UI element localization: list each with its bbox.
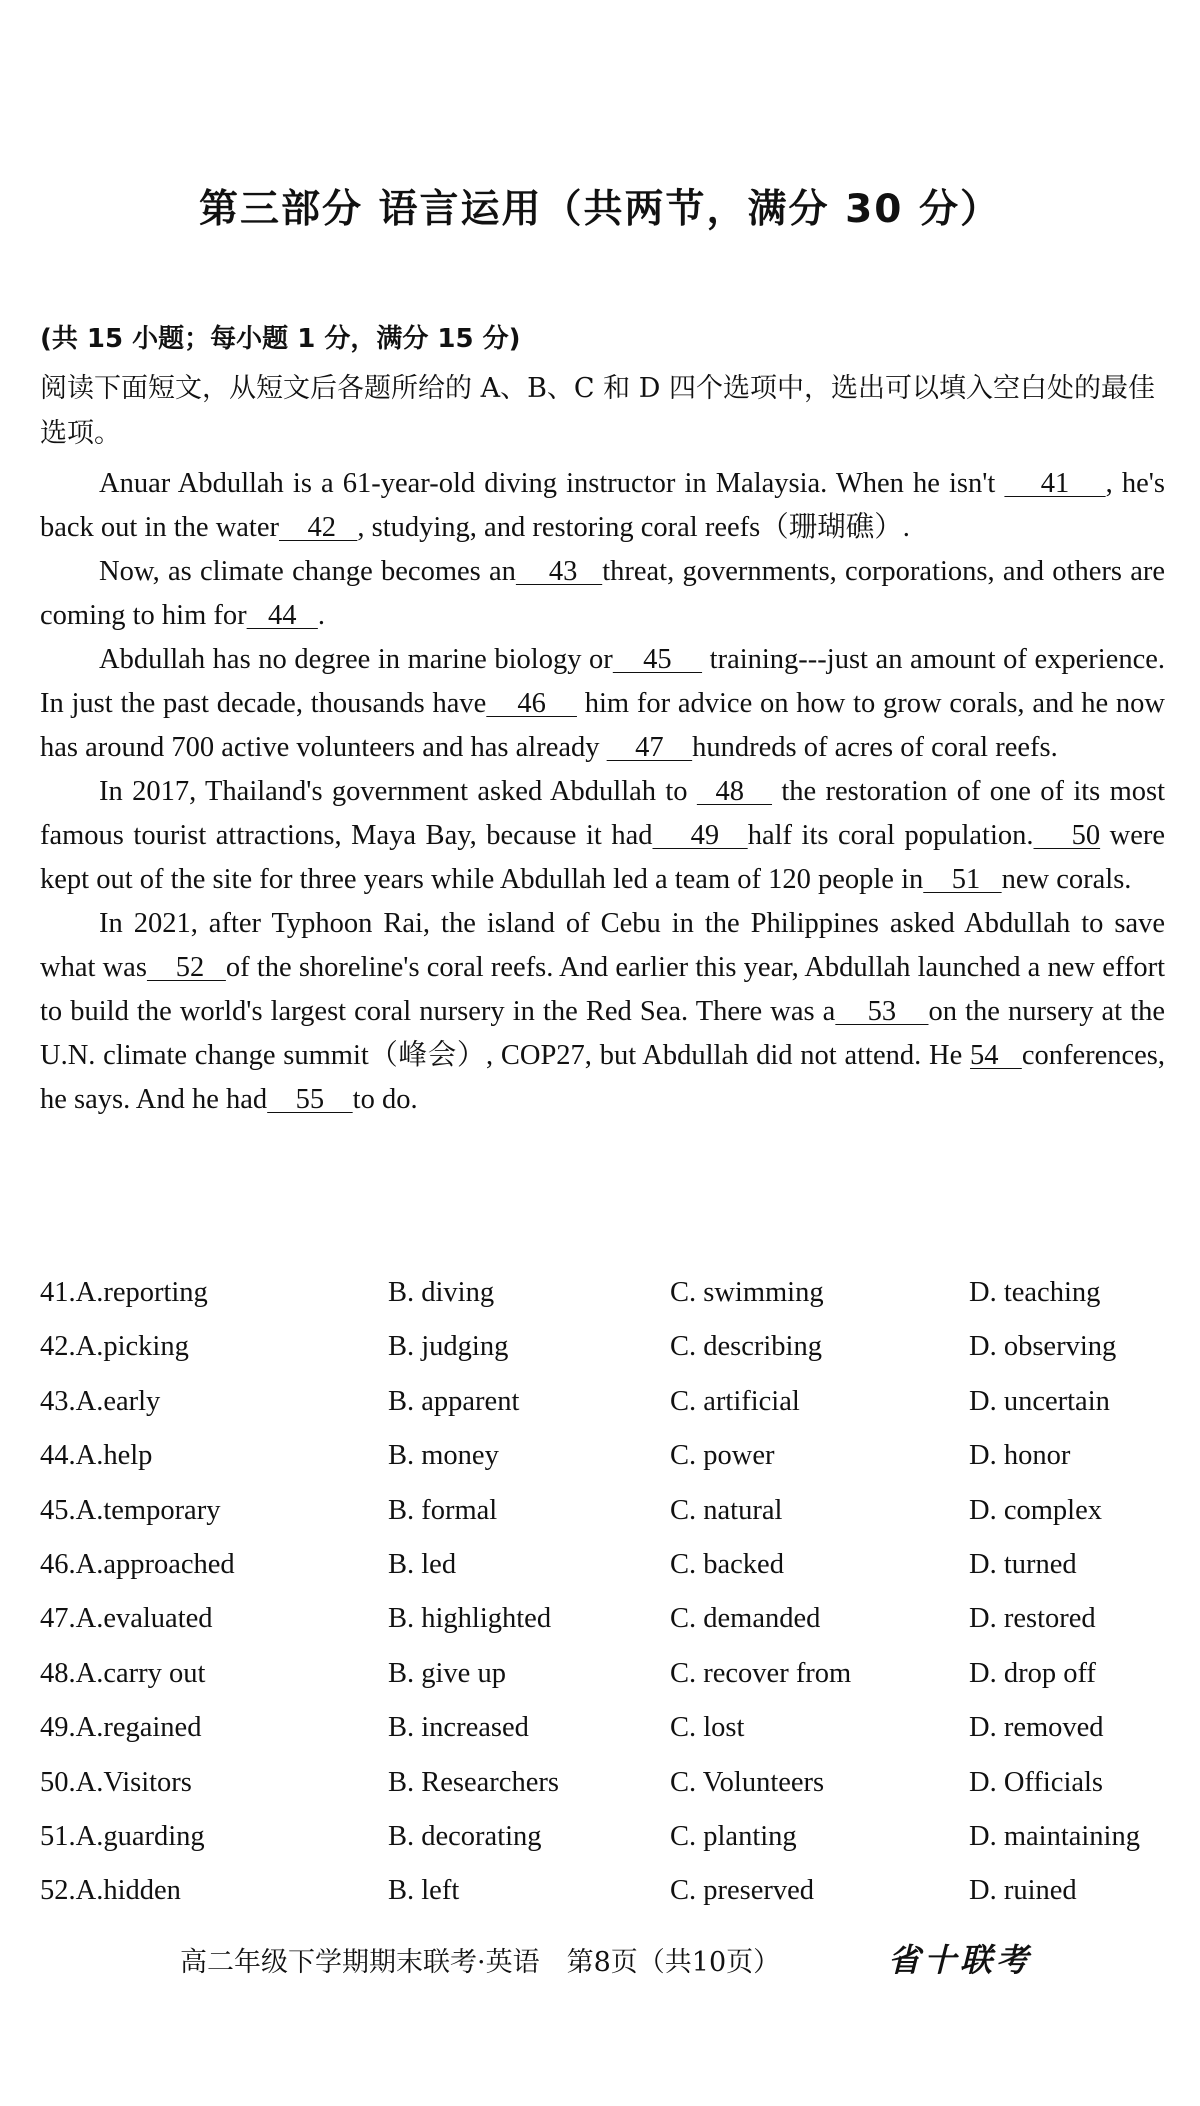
- option-d: D. observing: [969, 1331, 1117, 1363]
- option-d: D. restored: [969, 1603, 1096, 1635]
- option-row-44: [40, 1440, 1170, 1494]
- option-a: 47.A.evaluated: [40, 1603, 213, 1635]
- option-row-46: [40, 1549, 1170, 1603]
- option-c: C. swimming: [670, 1277, 824, 1308]
- option-d: D. turned: [969, 1548, 1077, 1580]
- option-a: 52.A.hidden: [40, 1875, 181, 1907]
- blank-41: 41: [1004, 468, 1106, 499]
- blank-46: 46: [486, 688, 577, 719]
- option-d: D. complex: [969, 1494, 1102, 1526]
- option-d: D. Officials: [969, 1766, 1104, 1798]
- option-a: 43.A.early: [40, 1385, 161, 1417]
- text: on the nursery at the U.N. climate change summit（峰会）, COP27, but Abdullah did not attend. He: [40, 996, 1166, 1071]
- option-c: C. natural: [670, 1494, 783, 1526]
- option-b: B. Researchers: [388, 1766, 559, 1798]
- paragraph-1: [40, 462, 1165, 550]
- blank-47: 47: [606, 732, 693, 763]
- option-row-50: [40, 1767, 1170, 1821]
- text: Abdullah has no degree in marine biology or: [99, 644, 613, 675]
- blank-54: 54: [970, 1040, 1022, 1071]
- option-row-43: [40, 1386, 1170, 1440]
- blank-52: 52: [146, 952, 226, 983]
- option-a: 42.A.picking: [40, 1331, 189, 1363]
- text: threat, governments, corporations, and others are coming to him for: [40, 556, 1165, 631]
- option-b: B. judging: [388, 1331, 509, 1363]
- text: .: [317, 600, 325, 631]
- option-c: C. backed: [670, 1548, 784, 1580]
- option-c: C. lost: [670, 1712, 745, 1744]
- option-b: B. apparent: [388, 1385, 520, 1417]
- option-a: 51.A.guarding: [40, 1820, 205, 1852]
- option-row-51: [40, 1821, 1170, 1875]
- option-b: B. decorating: [388, 1820, 542, 1852]
- text: conferences, he says. And he had: [40, 1040, 1166, 1115]
- reading-passage: [40, 462, 1165, 1122]
- paragraph-5: [40, 902, 1165, 1122]
- option-c: C. power: [670, 1440, 775, 1472]
- option-d: D. maintaining: [969, 1820, 1140, 1852]
- text: hundreds of acres of coral reefs.: [692, 732, 1058, 763]
- option-a: 45.A.temporary: [40, 1494, 221, 1526]
- option-c: C. planting: [670, 1820, 797, 1852]
- text: training---just an amount of experience. In just the past decade, thousands have: [40, 644, 1165, 719]
- blank-53: 53: [835, 996, 929, 1027]
- paragraph-4: [40, 770, 1165, 902]
- option-c: C. preserved: [670, 1875, 815, 1907]
- paragraph-2: [40, 550, 1165, 638]
- option-b: B. highlighted: [388, 1603, 552, 1635]
- text: half its coral population.: [747, 820, 1034, 851]
- option-b: B. formal: [388, 1494, 498, 1526]
- option-b: B. left: [388, 1875, 460, 1907]
- option-b: B. diving: [388, 1277, 495, 1308]
- text: , he's back out in the water: [40, 468, 1165, 543]
- blank-42: 42: [279, 512, 358, 543]
- blank-45: 45: [612, 644, 703, 675]
- text: Now, as climate change becomes an: [99, 556, 516, 587]
- text: the restoration of one of its most famous tourist attractions, Maya Bay, because it had: [40, 776, 1165, 851]
- option-b: B. give up: [388, 1657, 506, 1689]
- text: him for advice on how to grow corals, and he now has around 700 active volunteers and has already: [40, 688, 1166, 763]
- text: were kept out of the site for three years while Abdullah led a team of 120 people in: [40, 820, 1166, 895]
- text: , studying, and restoring coral reefs（珊瑚礁）.: [357, 512, 910, 543]
- option-d: D. drop off: [969, 1657, 1096, 1689]
- option-c: C. artificial: [670, 1385, 800, 1417]
- blank-43: 43: [515, 556, 603, 587]
- option-row-52: [40, 1875, 1170, 1929]
- text: of the shoreline's coral reefs. And earlier this year, Abdullah launched a new effort to build the world's largest coral nursery in the Red Sea. There was a: [40, 952, 1165, 1027]
- option-a: 44.A.help: [40, 1440, 153, 1472]
- option-row-48: [40, 1658, 1170, 1712]
- option-b: B. increased: [388, 1712, 529, 1744]
- option-a: 46.A.approached: [40, 1548, 235, 1580]
- page-footer: 高二年级下学期期末联考·英语 第8页（共10页）: [180, 1947, 781, 1978]
- blank-49: 49: [652, 820, 748, 851]
- option-d: D. uncertain: [969, 1385, 1110, 1417]
- answer-options: [40, 1277, 1170, 1930]
- option-row-41: [40, 1277, 1170, 1331]
- blank-55: 55: [267, 1084, 353, 1115]
- option-c: C. demanded: [670, 1603, 821, 1635]
- paragraph-3: [40, 638, 1165, 770]
- text: to do.: [352, 1084, 418, 1115]
- option-row-47: [40, 1603, 1170, 1657]
- option-row-49: [40, 1712, 1170, 1766]
- blank-51: 51: [923, 864, 1002, 895]
- blank-50: 50: [1033, 820, 1101, 851]
- option-b: B. money: [388, 1440, 499, 1472]
- section-title: 第三部分 语言运用（共两节，满分 30 分）: [198, 187, 1001, 232]
- option-a: 49.A.regained: [40, 1712, 202, 1744]
- option-b: B. led: [388, 1548, 457, 1580]
- option-a: 48.A.carry out: [40, 1657, 206, 1689]
- option-d: D. removed: [969, 1712, 1104, 1744]
- blank-48: 48: [696, 776, 773, 807]
- option-d: D. honor: [969, 1440, 1071, 1472]
- option-d: D. ruined: [969, 1875, 1077, 1907]
- option-d: D. teaching: [969, 1277, 1101, 1308]
- option-a: 50.A.Visitors: [40, 1766, 192, 1798]
- option-row-45: [40, 1495, 1170, 1549]
- option-c: C. recover from: [670, 1657, 852, 1689]
- text: In 2021, after Typhoon Rai, the island of Cebu in the Philippines asked Abdullah to save what was: [40, 908, 1165, 983]
- option-row-42: [40, 1331, 1170, 1385]
- instructions: 阅读下面短文，从短文后各题所给的 A、B、C 和 D 四个选项中，选出可以填入空白处的最佳选项。: [40, 373, 1155, 449]
- question-count-heading: (共 15 小题；每小题 1 分，满分 15 分): [40, 324, 521, 354]
- exam-brand-mark: 省十联考: [888, 1941, 1033, 1979]
- text: Anuar Abdullah is a 61-year-old diving instructor in Malaysia. When he isn't: [99, 468, 1005, 499]
- text: In 2017, Thailand's government asked Abdullah to: [99, 776, 697, 807]
- blank-44: 44: [246, 600, 318, 631]
- option-a: 41.A.reporting: [40, 1277, 208, 1308]
- option-c: C. Volunteers: [670, 1766, 825, 1798]
- text: new corals.: [1001, 864, 1132, 895]
- option-c: C. describing: [670, 1331, 822, 1363]
